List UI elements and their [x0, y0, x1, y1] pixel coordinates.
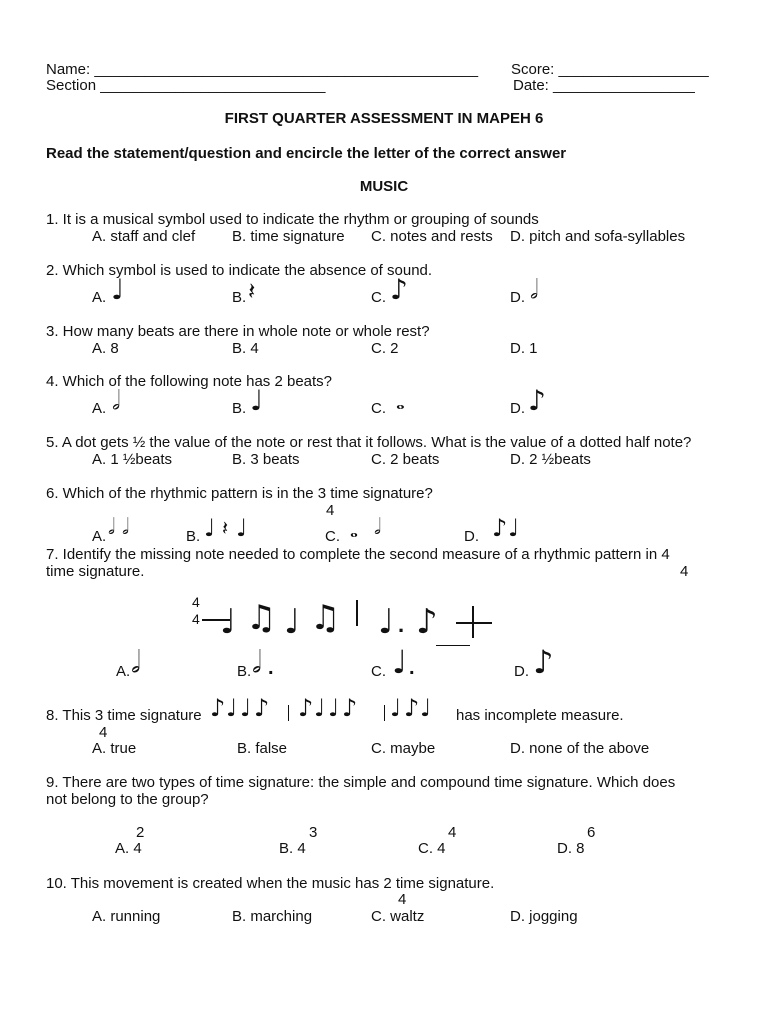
q2-option-c[interactable]: C. — [371, 289, 386, 306]
q5-option-c[interactable]: C. 2 beats — [371, 451, 440, 468]
question-9: 9. There are two types of time signature: the simple and compound time signature. Which does — [46, 774, 676, 791]
score-field: Score: __________________ — [511, 61, 709, 78]
eighth-note-icon: ♪ — [528, 384, 546, 417]
q8-barline — [384, 705, 385, 721]
q5-option-b[interactable]: B. 3 beats — [232, 451, 300, 468]
question-10: 10. This movement is created when the music has 2 time signature. — [46, 875, 495, 892]
q8-rhythm — [210, 693, 450, 727]
quarter-note-icon: ♩ — [236, 514, 248, 542]
q9-option-a[interactable]: A. 4 — [115, 840, 142, 857]
pattern-staff-line — [456, 622, 492, 624]
eighth-note-icon: ♪ — [342, 694, 358, 722]
q4-option-d[interactable]: D. — [510, 400, 525, 417]
dotted-half-note-icon: 𝅗𝅥 — [252, 645, 262, 680]
q1-option-b[interactable]: B. time signature — [232, 228, 345, 245]
beamed-eighths-icon: ♫ — [310, 598, 341, 638]
q10-option-a[interactable]: A. running — [92, 908, 161, 925]
quarter-note-icon: ♩ — [314, 694, 326, 722]
q7-option-c[interactable]: C. — [371, 663, 386, 680]
question-3: 3. How many beats are there in whole note or whole rest? — [46, 323, 430, 340]
q5-option-d[interactable]: D. 2 ½beats — [510, 451, 591, 468]
q8-option-d[interactable]: D. none of the above — [510, 740, 650, 757]
section-title: MUSIC — [359, 178, 409, 195]
question-4: 4. Which of the following note has 2 beats? — [46, 373, 333, 390]
eighth-note-icon: ♪ — [416, 602, 438, 642]
q8-barline — [288, 705, 289, 721]
instruction: Read the statement/question and encircle the letter of the correct answer — [46, 145, 567, 162]
question-9-cont: not belong to the group? — [46, 791, 209, 808]
half-note-icon: 𝅗𝅥 — [112, 386, 121, 416]
quarter-note-icon: ♩ — [220, 602, 237, 642]
q6-option-a[interactable]: A. — [92, 528, 107, 545]
q3-option-a[interactable]: A. 8 — [92, 340, 119, 357]
q9-option-b-top: 3 — [309, 824, 318, 841]
quarter-note-icon: ♩ — [328, 694, 340, 722]
quarter-note-icon: ♩ — [204, 514, 216, 542]
page-title: FIRST QUARTER ASSESSMENT IN MAPEH 6 — [224, 110, 544, 127]
q9-option-b[interactable]: B. 4 — [279, 840, 306, 857]
q2-option-b[interactable]: B. — [232, 289, 247, 306]
q9-option-c[interactable]: C. 4 — [418, 840, 446, 857]
pattern-time-sig-bottom: 4 — [192, 611, 200, 627]
quarter-note-icon: ♩ — [226, 694, 238, 722]
question-6: 6. Which of the rhythmic pattern is in the 3 time signature? — [46, 485, 433, 502]
pattern-blank-line — [436, 645, 470, 646]
question-7: 7. Identify the missing note needed to complete the second measure of a rhythmic pattern in 4 — [46, 546, 670, 563]
q9-option-a-top: 2 — [136, 824, 145, 841]
q8-option-a[interactable]: A. true — [92, 740, 137, 757]
q4-option-c[interactable]: C. — [371, 400, 386, 417]
q3-option-c[interactable]: C. 2 — [371, 340, 399, 357]
q7-time-denominator: 4 — [680, 563, 689, 580]
eighth-note-icon: ♪ — [390, 273, 408, 306]
quarter-note-icon: ♩ — [508, 514, 520, 542]
pattern-barline — [356, 600, 358, 626]
eighth-note-icon: ♪ — [492, 514, 508, 542]
eighth-note-icon: ♪ — [298, 694, 314, 722]
q9-option-c-top: 4 — [448, 824, 457, 841]
dot-icon: . — [409, 657, 415, 679]
half-note-icon: 𝅗𝅥 — [374, 515, 381, 540]
q6-option-d[interactable]: D. — [464, 528, 479, 545]
half-note-icon: 𝅗𝅥 — [122, 515, 129, 540]
q7-option-b[interactable]: B. — [237, 663, 252, 680]
question-5: 5. A dot gets ½ the value of the note or rest that it follows. What is the value of a dotted half note? — [46, 434, 692, 451]
q6-option-b[interactable]: B. — [186, 528, 201, 545]
quarter-note-icon: ♩ — [250, 384, 264, 417]
whole-note-icon: 𝅝 — [396, 390, 405, 415]
q4-option-a[interactable]: A. — [92, 400, 107, 417]
q1-option-c[interactable]: C. notes and rests — [371, 228, 493, 245]
quarter-rest-icon: 𝄽 — [222, 516, 229, 540]
question-8: 8. This 3 time signature — [46, 707, 202, 724]
date-field: Date: _________________ — [513, 77, 695, 94]
q9-option-d[interactable]: D. 8 — [557, 840, 585, 857]
dotted-quarter-note-icon: ♩ — [378, 602, 395, 642]
question-7-cont: time signature. — [46, 563, 145, 580]
whole-note-icon: 𝅝 — [350, 518, 358, 542]
eighth-note-icon: ♪ — [533, 643, 554, 681]
dot-icon: . — [398, 612, 405, 637]
q1-option-d[interactable]: D. pitch and sofa-syllables — [510, 228, 686, 245]
q10-option-c[interactable]: C. waltz — [371, 908, 425, 925]
q5-option-a[interactable]: A. 1 ½beats — [92, 451, 173, 468]
q7-option-d[interactable]: D. — [514, 663, 529, 680]
name-field: Name: ______________________________________________ — [46, 61, 479, 78]
dot-icon: . — [268, 657, 274, 679]
half-note-icon: 𝅗𝅥 — [108, 515, 115, 540]
half-note-icon: 𝅗𝅥 — [530, 275, 539, 305]
q4-option-b[interactable]: B. — [232, 400, 247, 417]
q3-option-b[interactable]: B. 4 — [232, 340, 259, 357]
q2-option-d[interactable]: D. — [510, 289, 525, 306]
q9-option-d-top: 6 — [587, 824, 596, 841]
section-field: Section ___________________________ — [46, 77, 326, 94]
q8-option-c[interactable]: C. maybe — [371, 740, 436, 757]
eighth-note-icon: ♪ — [404, 694, 420, 722]
q3-option-d[interactable]: D. 1 — [510, 340, 538, 357]
q8-option-b[interactable]: B. false — [237, 740, 288, 757]
quarter-note-icon: ♩ — [420, 694, 432, 722]
pattern-time-sig-top: 4 — [192, 594, 200, 610]
dotted-quarter-note-icon: ♩ — [392, 643, 408, 681]
q6-option-c[interactable]: C. — [325, 528, 340, 545]
question-1: 1. It is a musical symbol used to indicate the rhythm or grouping of sounds — [46, 211, 539, 228]
quarter-note-icon: ♩ — [390, 694, 402, 722]
q7-option-a[interactable]: A. — [116, 663, 131, 680]
question-8-cont: has incomplete measure. — [456, 707, 624, 724]
beamed-eighths-icon: ♫ — [246, 598, 277, 638]
rhythm-pattern — [186, 592, 506, 648]
q10-time-denominator: 4 — [398, 891, 407, 908]
q10-option-b[interactable]: B. marching — [232, 908, 313, 925]
eighth-note-icon: ♪ — [210, 694, 226, 722]
quarter-note-icon: ♩ — [111, 273, 125, 306]
quarter-rest-icon: 𝄽 — [248, 277, 256, 305]
quarter-note-icon: ♩ — [284, 602, 301, 642]
q8-time-denominator: 4 — [99, 724, 108, 741]
q10-option-d[interactable]: D. jogging — [510, 908, 578, 925]
half-note-icon: 𝅗𝅥 — [131, 645, 141, 680]
eighth-note-icon: ♪ — [254, 694, 270, 722]
question-2: 2. Which symbol is used to indicate the absence of sound. — [46, 262, 433, 279]
q6-time-denominator: 4 — [326, 502, 335, 519]
quarter-note-icon: ♩ — [240, 694, 252, 722]
q1-option-a[interactable]: A. staff and clef — [92, 228, 196, 245]
q2-option-a[interactable]: A. — [92, 289, 107, 306]
pattern-end-barline — [472, 606, 474, 638]
